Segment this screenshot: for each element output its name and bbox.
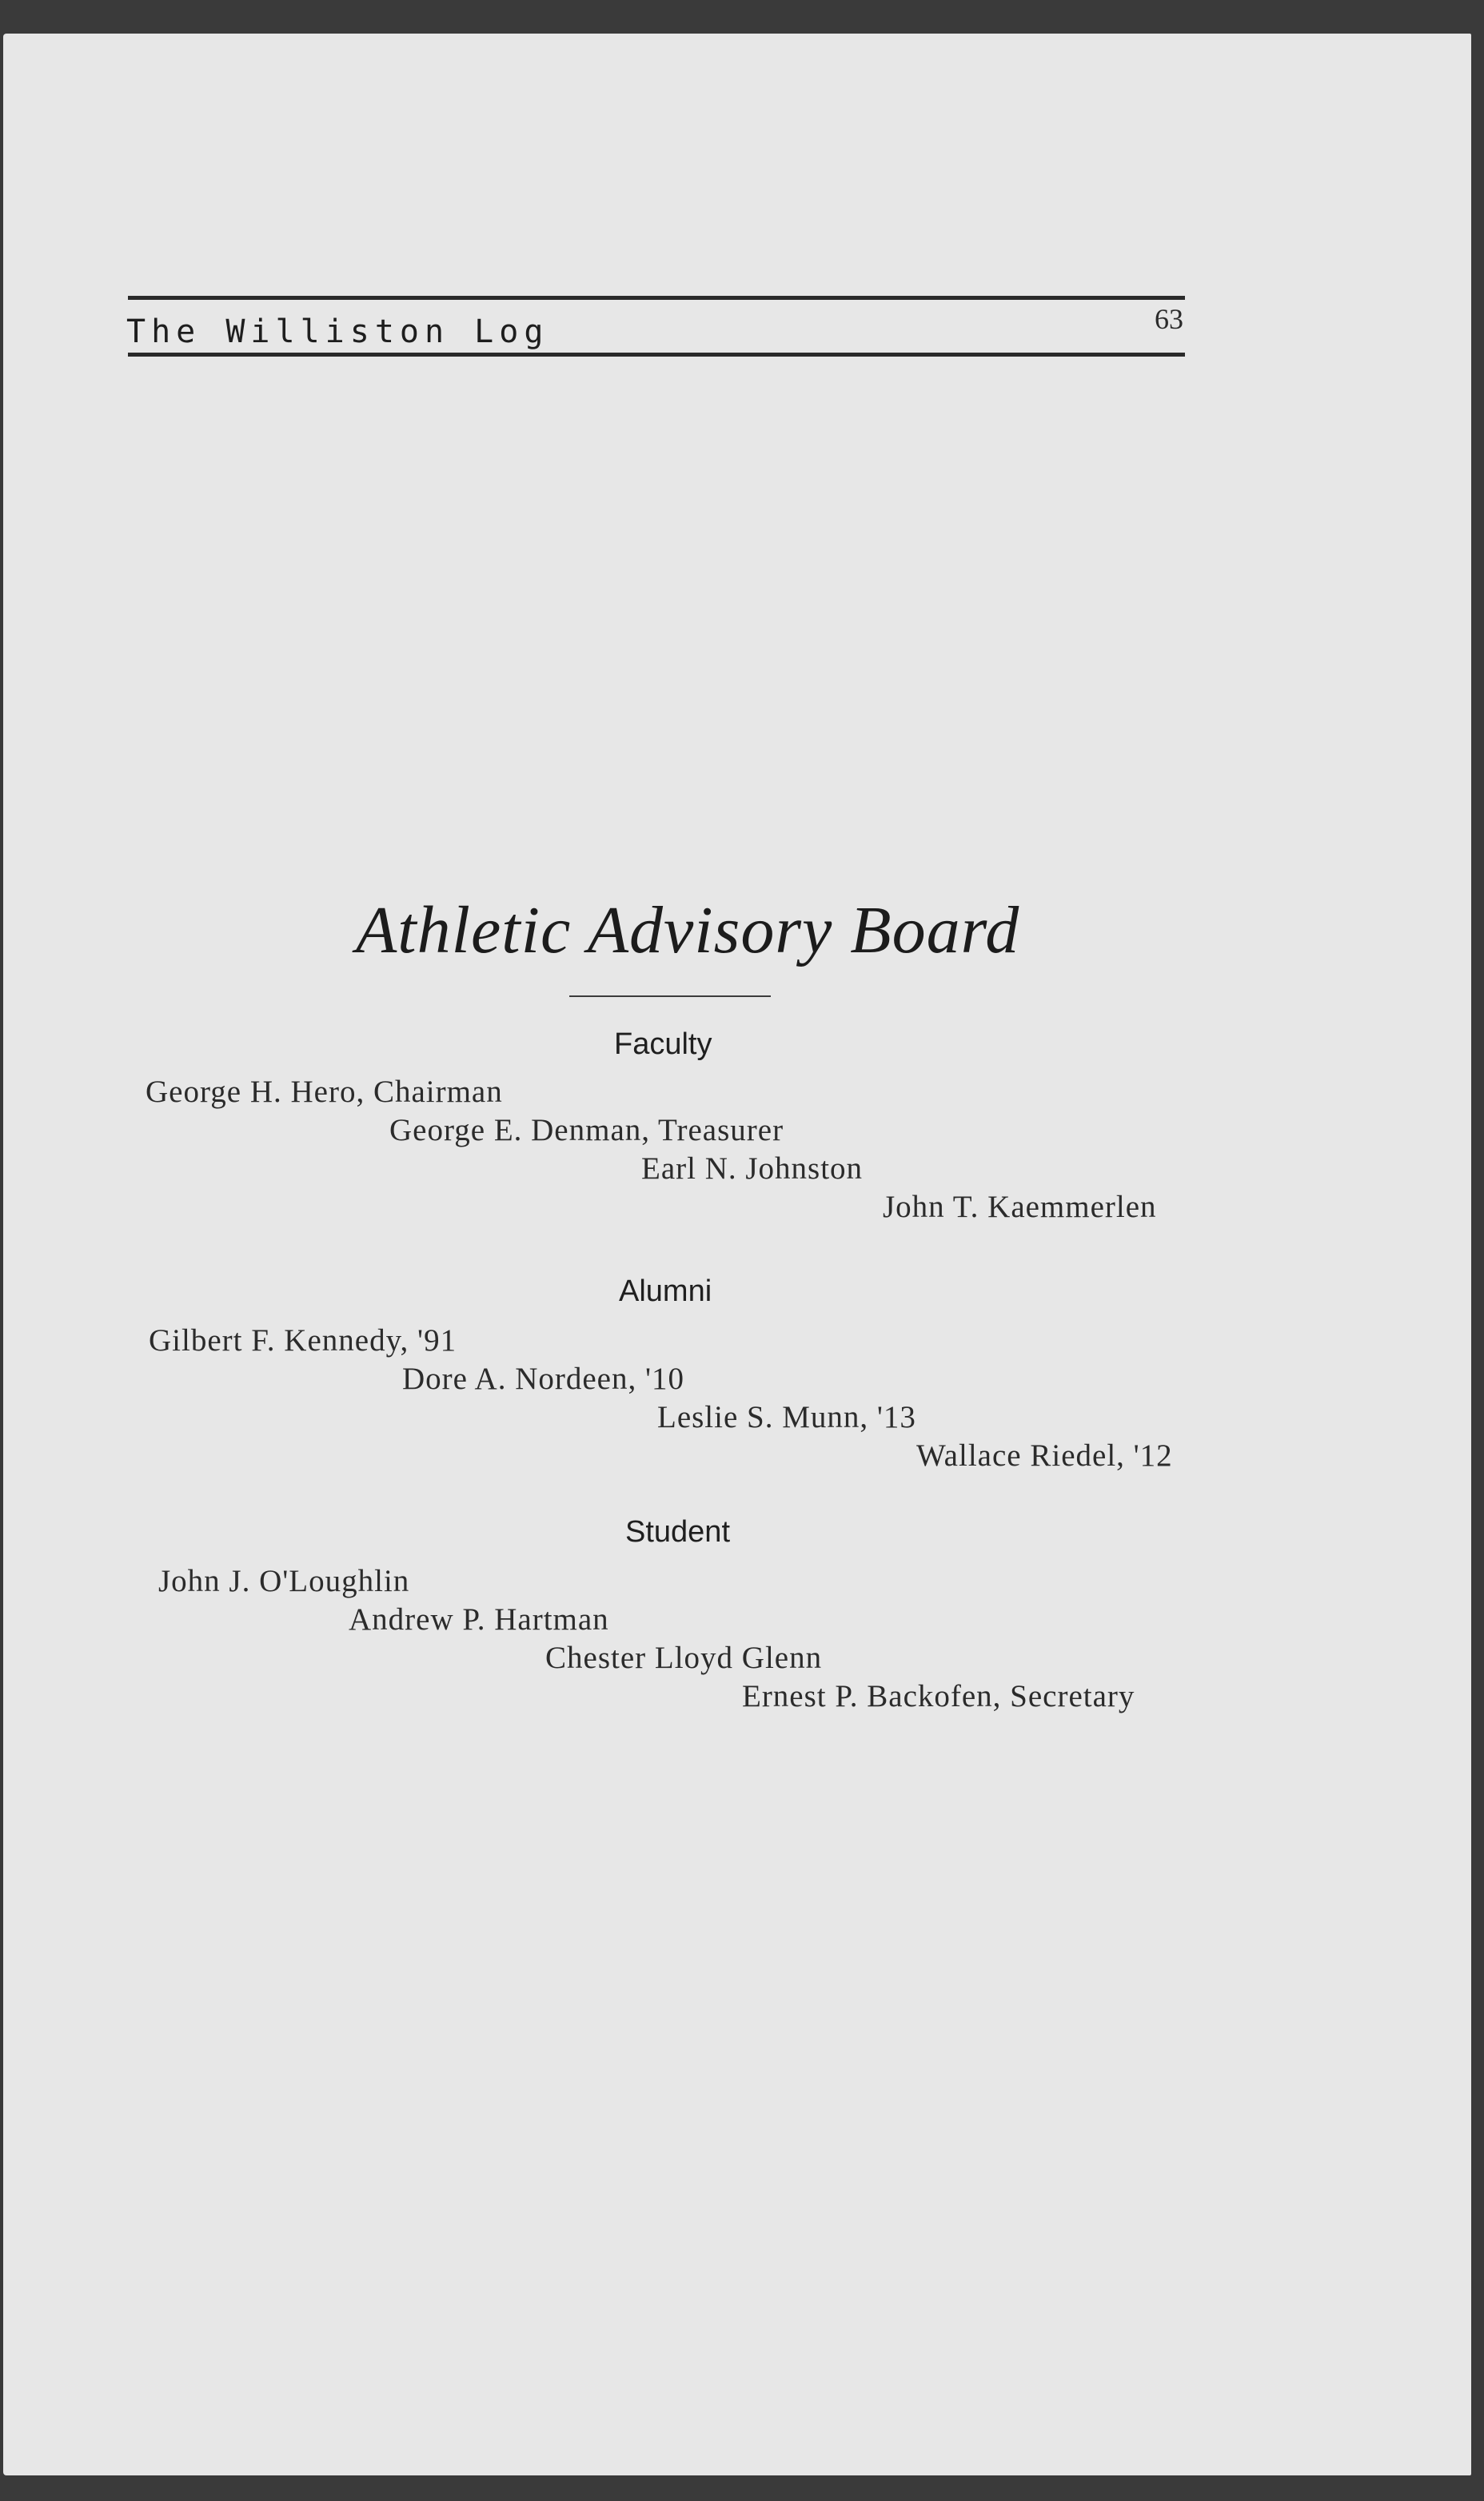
title-divider [569,995,771,997]
member-name: Andrew P. Hartman [349,1602,609,1637]
member-name: George E. Denman, Treasurer [389,1113,784,1147]
section-heading-alumni: Alumni [619,1274,712,1308]
header-top-rule [128,296,1185,300]
member-name: John J. O'Loughlin [158,1564,410,1598]
page-number: 63 [1155,303,1183,335]
section-heading-faculty: Faculty [614,1027,712,1061]
member-name: Dore A. Nordeen, '10 [402,1362,685,1396]
member-name: Earl N. Johnston [641,1151,864,1186]
document-page [3,34,1471,2475]
member-name: George H. Hero, Chairman [146,1075,503,1109]
member-name: Gilbert F. Kennedy, '91 [149,1323,457,1358]
member-name: Chester Lloyd Glenn [545,1641,823,1675]
running-title: The Williston Log [126,313,549,350]
member-name: Wallace Riedel, '12 [916,1438,1173,1473]
member-name: John T. Kaemmerlen [883,1190,1157,1224]
member-name: Ernest P. Backofen, Secretary [742,1679,1135,1713]
header-bottom-rule [128,353,1185,357]
member-name: Leslie S. Munn, '13 [657,1400,916,1434]
page-title: Athletic Advisory Board [356,893,1020,967]
section-heading-student: Student [625,1515,730,1549]
